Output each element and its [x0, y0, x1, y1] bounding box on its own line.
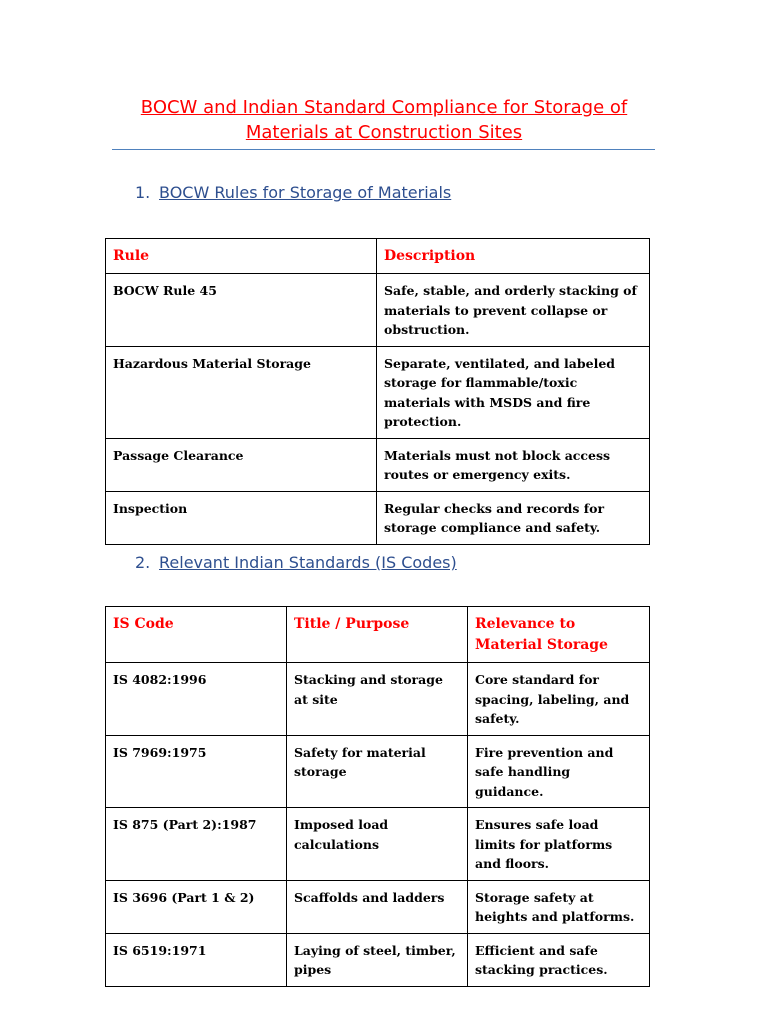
table-row [106, 808, 650, 881]
table-cell: IS 875 (Part 2):1987 [106, 808, 287, 881]
section-number: 1. [135, 183, 151, 202]
table-cell: Safety for material storage [287, 735, 468, 808]
table-cell: Core standard for spacing, labeling, and safety. [468, 663, 650, 736]
table-cell: Hazardous Material Storage [106, 346, 377, 438]
table-cell: Efficient and safe stacking practices. [468, 933, 650, 986]
table-cell: IS 6519:1971 [106, 933, 287, 986]
table-cell: Ensures safe load limits for platforms and floors. [468, 808, 650, 881]
section-heading-bocw [135, 182, 451, 204]
table-cell: Fire prevention and safe handling guidance. [468, 735, 650, 808]
table-cell: Regular checks and records for storage compliance and safety. [377, 491, 650, 544]
table-cell: Safe, stable, and orderly stacking of materials to prevent collapse or obstruction. [377, 274, 650, 347]
document-title: BOCW and Indian Standard Compliance for Storage of Materials at Construction Sites [140, 97, 628, 143]
column-header: IS Code [106, 607, 287, 663]
table-cell: Inspection [106, 491, 377, 544]
table-row [106, 663, 650, 736]
table-cell: Storage safety at heights and platforms. [468, 880, 650, 933]
column-header: Relevance to Material Storage [468, 607, 650, 663]
section-title: Relevant Indian Standards (IS Codes) [159, 553, 457, 572]
table-cell: Materials must not block access routes or emergency exits. [377, 438, 650, 491]
section-title: BOCW Rules for Storage of Materials [159, 183, 452, 202]
table-row [106, 438, 650, 491]
table-header-row [106, 607, 650, 663]
table-cell: Separate, ventilated, and labeled storage for flammable/toxic materials with MSDS and fire protection. [377, 346, 650, 438]
table-cell: IS 4082:1996 [106, 663, 287, 736]
table-row [106, 735, 650, 808]
table-cell: Passage Clearance [106, 438, 377, 491]
table-header-row [106, 239, 650, 274]
table-cell: IS 3696 (Part 1 & 2) [106, 880, 287, 933]
column-header: Title / Purpose [287, 607, 468, 663]
section-heading-is-codes [135, 552, 457, 574]
table-cell: BOCW Rule 45 [106, 274, 377, 347]
is-codes-table [105, 606, 650, 987]
table-row [106, 346, 650, 438]
title-divider [112, 149, 655, 150]
table-cell: Imposed load calculations [287, 808, 468, 881]
table-row [106, 933, 650, 986]
table-cell: Stacking and storage at site [287, 663, 468, 736]
table-cell: Scaffolds and ladders [287, 880, 468, 933]
column-header: Description [377, 239, 650, 274]
bocw-rules-table [105, 238, 650, 545]
table-row [106, 274, 650, 347]
table-row [106, 491, 650, 544]
table-cell: IS 7969:1975 [106, 735, 287, 808]
table-cell: Laying of steel, timber, pipes [287, 933, 468, 986]
section-number: 2. [135, 553, 151, 572]
table-row [106, 880, 650, 933]
column-header: Rule [106, 239, 377, 274]
